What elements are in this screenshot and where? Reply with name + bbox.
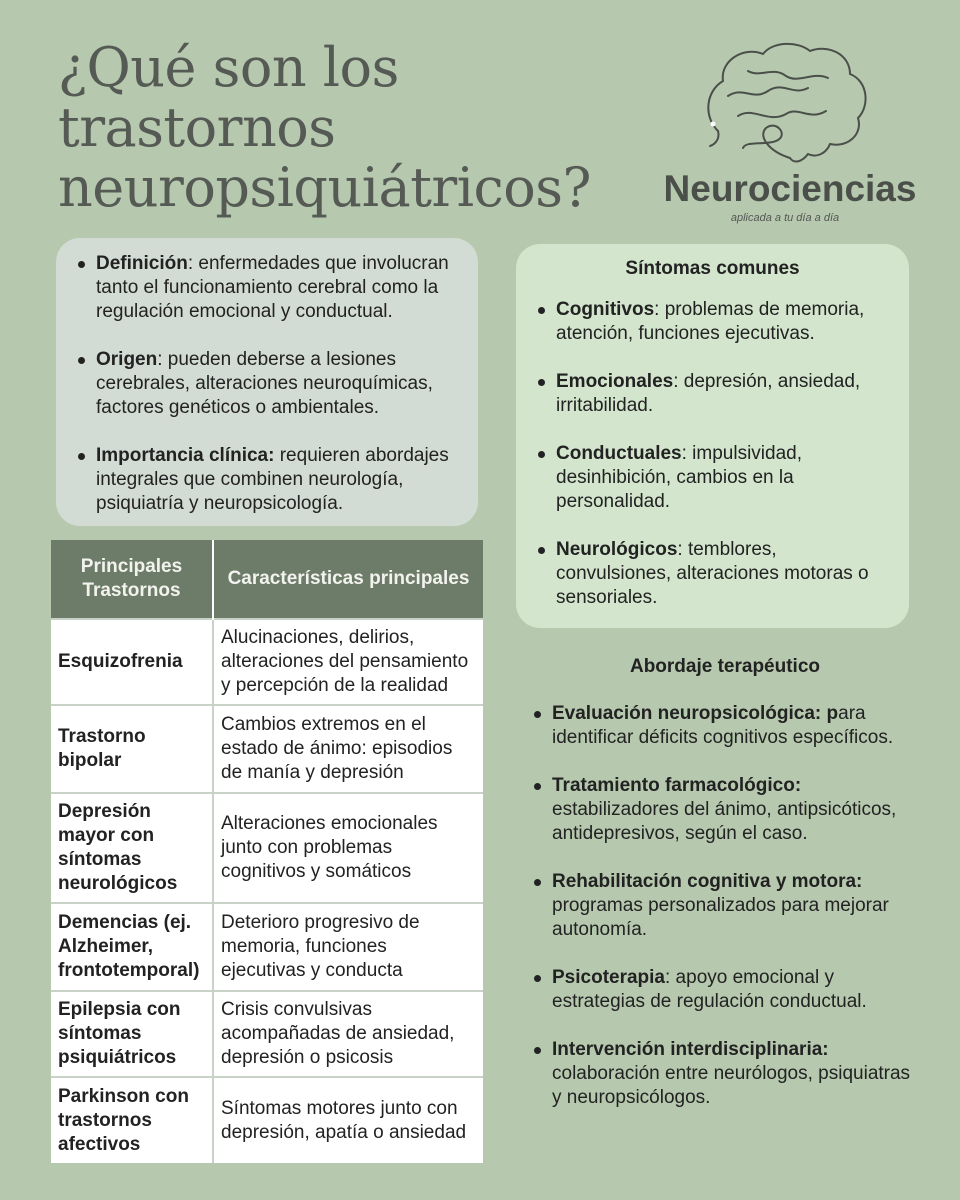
list-item xyxy=(534,298,891,346)
page-title xyxy=(58,38,658,218)
item-term: Intervención interdisciplinaria: xyxy=(552,1039,829,1060)
table-row xyxy=(51,903,483,991)
title-line: ¿Qué son los xyxy=(58,36,399,99)
column-header: Principales Trastornos xyxy=(51,540,213,619)
disorders-table xyxy=(51,540,483,1164)
brand-name: Neurociencias xyxy=(663,168,917,209)
item-text: : impulsividad, desinhibición, cambios en la personalidad. xyxy=(556,443,803,512)
item-term: Importancia clínica: xyxy=(96,445,275,466)
disorder-name: Demencias (ej. Alzheimer, frontotemporal) xyxy=(51,903,213,991)
brain-icon xyxy=(698,36,878,166)
disorder-name: Depresión mayor con síntomas neurológicos xyxy=(51,793,213,903)
disorder-description: Crisis convulsivas acompañadas de ansiedad, depresión o psicosis xyxy=(213,991,483,1077)
therapy-section xyxy=(530,656,920,1134)
definition-card xyxy=(56,238,478,526)
list-item xyxy=(530,870,920,942)
column-header: Características principales xyxy=(213,540,483,619)
table-row xyxy=(51,619,483,705)
disorder-description: Alteraciones emocionales junto con problemas cognitivos y somáticos xyxy=(213,793,483,903)
disorder-description: Síntomas motores junto con depresión, apatía o ansiedad xyxy=(213,1077,483,1163)
item-term: Conductuales xyxy=(556,443,682,464)
list-item xyxy=(74,348,460,420)
item-text: : problemas de memoria, atención, funciones ejecutivas. xyxy=(556,299,865,344)
list-item xyxy=(534,442,891,514)
title-line: neuropsiquiátricos? xyxy=(58,156,591,219)
list-item xyxy=(530,774,920,846)
item-text: : pueden deberse a lesiones cerebrales, alteraciones neuroquímicas, factores genéticos o ambientales. xyxy=(96,349,433,418)
item-text: programas personalizados para mejorar autonomía. xyxy=(552,895,889,940)
disorder-name: Parkinson con trastornos afectivos xyxy=(51,1077,213,1163)
disorder-name: Epilepsia con síntomas psiquiátricos xyxy=(51,991,213,1077)
list-item xyxy=(530,702,920,750)
disorder-description: Alucinaciones, delirios, alteraciones del pensamiento y percepción de la realidad xyxy=(213,619,483,705)
table-row xyxy=(51,991,483,1077)
disorder-name: Trastorno bipolar xyxy=(51,705,213,793)
list-item xyxy=(530,966,920,1014)
list-item xyxy=(534,370,891,418)
item-term: Psicoterapia xyxy=(552,967,665,988)
table-header-row xyxy=(51,540,483,619)
symptoms-title: Síntomas comunes xyxy=(625,258,800,279)
disorder-description: Deterioro progresivo de memoria, funciones ejecutivas y conducta xyxy=(213,903,483,991)
list-item xyxy=(534,538,891,610)
item-term: Definición xyxy=(96,253,188,274)
item-term: Origen xyxy=(96,349,158,370)
table-row xyxy=(51,705,483,793)
brand-logo xyxy=(660,36,920,236)
symptoms-list xyxy=(534,298,891,610)
table-row xyxy=(51,1077,483,1163)
item-term: Cognitivos xyxy=(556,299,655,320)
item-text: : depresión, ansiedad, irritabilidad. xyxy=(556,371,861,416)
item-term: Evaluación neuropsicológica: p xyxy=(552,703,839,724)
item-term: Neurológicos xyxy=(556,539,678,560)
title-line: trastornos xyxy=(58,96,336,159)
item-text: : temblores, convulsiones, alteraciones motoras o sensoriales. xyxy=(556,539,869,608)
list-item xyxy=(74,252,460,324)
item-term: Rehabilitación cognitiva y motora: xyxy=(552,871,863,892)
therapy-title: Abordaje terapéutico xyxy=(629,656,821,677)
list-item xyxy=(74,444,460,516)
disorder-description: Cambios extremos en el estado de ánimo: episodios de manía y depresión xyxy=(213,705,483,793)
item-term: Emocionales xyxy=(556,371,674,392)
brand-tagline: aplicada a tu día a día xyxy=(730,212,840,224)
item-text: : apoyo emocional y estrategias de regulación conductual. xyxy=(552,967,867,1012)
item-text: : enfermedades que involucran tanto el funcionamiento cerebral como la regulación emocional y conductual. xyxy=(96,253,449,322)
symptoms-card xyxy=(516,244,909,628)
list-item xyxy=(530,1038,920,1110)
definition-list xyxy=(74,252,460,516)
table-row xyxy=(51,793,483,903)
therapy-list xyxy=(530,702,920,1110)
item-text: ara identificar déficits cognitivos específicos. xyxy=(552,703,894,748)
item-text: colaboración entre neurólogos, psiquiatras y neuropsicólogos. xyxy=(552,1063,911,1108)
item-text: estabilizadores del ánimo, antipsicóticos, antidepresivos, según el caso. xyxy=(552,799,897,844)
item-term: Tratamiento farmacológico: xyxy=(552,775,802,796)
disorder-name: Esquizofrenia xyxy=(51,619,213,705)
item-text: requieren abordajes integrales que combinen neurología, psiquiatría y neuropsicología. xyxy=(96,445,449,514)
